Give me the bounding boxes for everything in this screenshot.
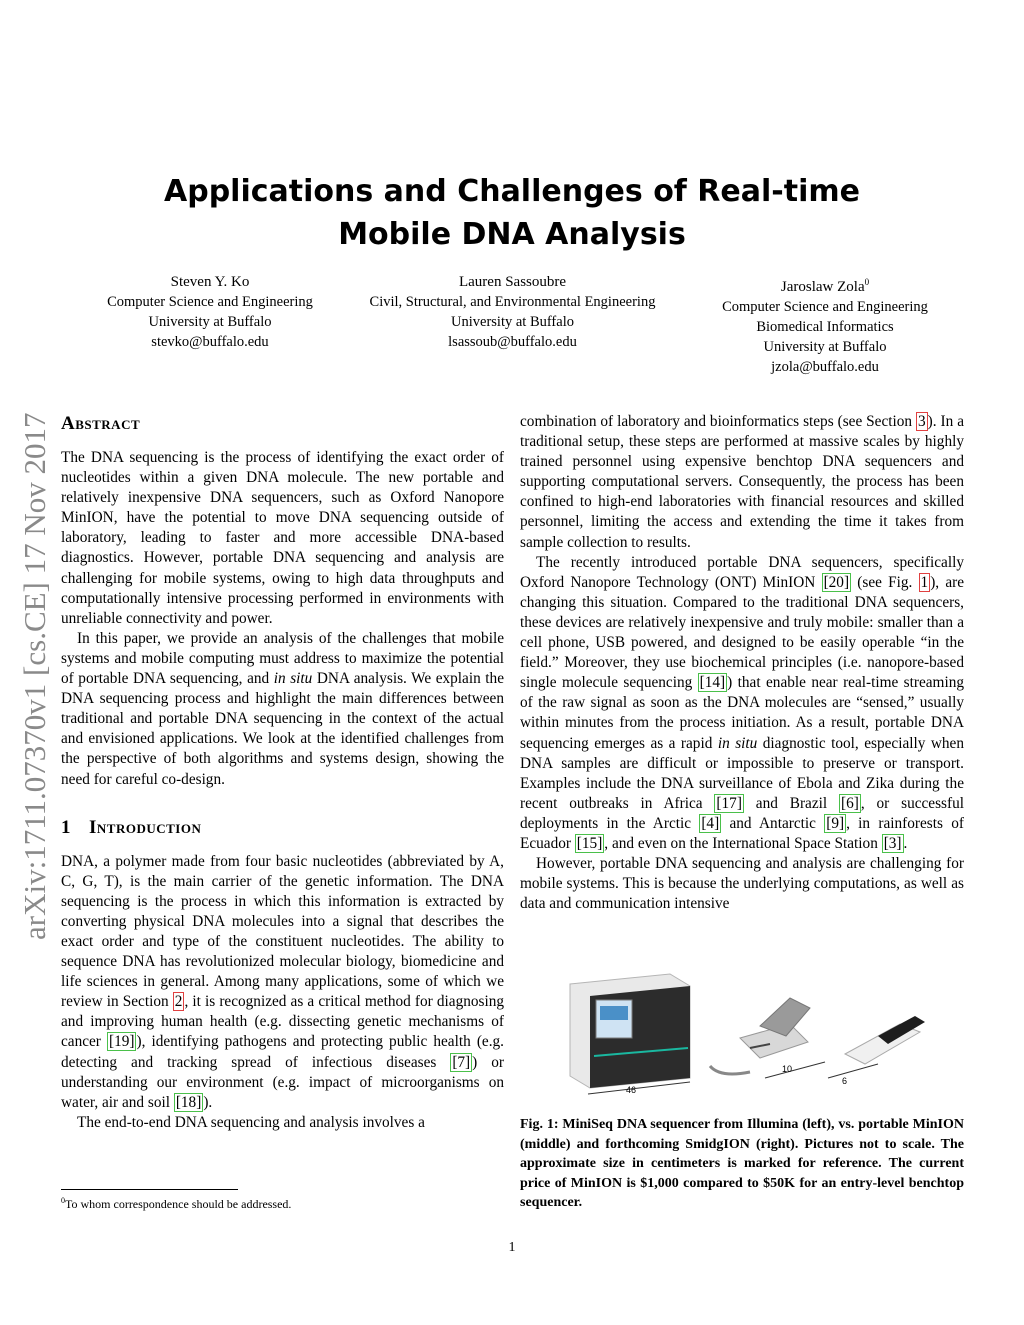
citation-3[interactable]: [3]: [883, 834, 902, 852]
author-1: [60, 272, 360, 352]
author-name: Steven Y. Ko: [170, 274, 250, 290]
citation-20[interactable]: [20]: [823, 573, 850, 591]
intro-paragraph-2: The end-to-end DNA sequencing and analysis involves a: [77, 1113, 425, 1131]
right-paragraph-1: combination of laboratory and bioinformatics steps (see Section 3 ). In a traditional setup, these steps are performed at massive scales by highly trained personnel using expensive benchtop DNA sequencers and supporting computational servers. Consequently, the process has been confined to high-end laboratories with financial resources and skilled personnel, limiting the access and extending the time it takes from sample collection to results.: [520, 413, 964, 551]
citation-4[interactable]: [4]: [701, 814, 720, 832]
footnote: $^0$To whom correspondence should be addressed.: [61, 1196, 292, 1211]
author-univ: University at Buffalo: [148, 314, 272, 330]
author-univ: University at Buffalo: [763, 339, 887, 355]
title-line-1: Applications and Challenges of Real-time: [164, 174, 860, 209]
citation-18[interactable]: [18]: [175, 1093, 202, 1111]
intro-heading: 1 Introduction: [61, 816, 202, 838]
arxiv-stamp: arXiv:1711.07370v1 [cs.CE] 17 Nov 2017: [17, 412, 52, 940]
title-line-2: Mobile DNA Analysis: [338, 217, 686, 252]
author-dept: Computer Science and Engineering: [722, 299, 928, 315]
paper-title: [120, 170, 904, 256]
author-dept-2: Biomedical Informatics: [756, 319, 894, 335]
author-email: stevko@buffalo.edu: [151, 334, 269, 350]
author-email: jzola@buffalo.edu: [771, 359, 879, 375]
citation-7[interactable]: [7]: [452, 1053, 471, 1071]
citation-19[interactable]: [19]: [108, 1033, 135, 1051]
figure-1-devices: [560, 966, 930, 1096]
smidgion-device-illustration: [828, 1016, 925, 1086]
citation-17[interactable]: [17]: [716, 794, 742, 812]
author-dept: Computer Science and Engineering: [107, 294, 313, 310]
right-paragraph-2: The recently introduced portable DNA sequencers, specifically Oxford Nanopore Technology (ONT) MinION [20] (see Fig. 1 ), are changing this situation. Compared to the traditional DNA sequencers, these devices are relatively inexpensive and truly mobile: smaller than a cell phone, USB powered, and designed to be easily operable “in the field.” Moreover, they use biochemical principles (i.e. nanopore-based single molecule sequencing [14] ) that enable near real-time streaming of the raw signal as soon as the DNA molecules are “sensed,” usually within minutes from the process initiation. As a result, portable DNA sequencing emerges as a rapid in situ diagnostic tool, especially when DNA samples are difficult or impossible to preserve or transport. Examples include the DNA surveillance of Ebola and Zika during the recent outbreaks in Africa [17] and Brazil [6] , or successful deployments in the Arctic [4] and Antarctic [9] , in rainforests of Ecuador [15] , and even on the International Space Station [3] .: [520, 553, 965, 852]
figure-ref-1[interactable]: 1: [920, 573, 929, 591]
author-block: [60, 272, 965, 382]
minion-device-illustration: [710, 998, 825, 1078]
footnote-divider: [61, 1189, 238, 1190]
footnote-marker: 0: [61, 1196, 65, 1205]
right-paragraph-3: However, portable DNA sequencing and analysis are challenging for mobile systems. This is because the underlying computations, as well as data and communication intensive: [520, 855, 964, 913]
intro-paragraph-1: DNA, a polymer made from four basic nucleotides (abbreviated by A, C, G, T), is the main carrier of the genetic information. The DNA sequencing is the process in which this information is extracted by converting physical DNA molecules into a signal that describes the exact order and type of the constituent nucleotides. The ability to sequence DNA has revolutionized molecular biology, biomedicine and life sciences in general. Among many applications, some of which we review in Section 2 , it is recognized as a critical method for diagnosing and improving human health (e.g. dissecting genetic mechanisms of cancer [19] ), identifying pathogens and protecting public health (e.g. detecting and tracking spread of infectious diseases [7] ) or understanding our environment (e.g. impact of microorganisms on water, air and soil [18] ).: [61, 852, 505, 1111]
abstract-paragraph-1: The DNA sequencing is the process of identifying the exact order of nucleotides within a given DNA molecule. The new portable and relatively inexpensive DNA sequencers, such as Oxford Nanopore MinION, have the potential to move DNA sequencing outside of laboratory, leading to faster and more accessible DNA-based diagnostics. However, portable DNA sequencing and analysis are challenging for mobile systems, owing to high data throughputs and computationally intensive processing performed in environments with unreliable connectivity and power.: [61, 449, 504, 627]
author-sup: 0: [864, 277, 870, 287]
size-label-10: 10: [782, 1064, 793, 1074]
citation-15[interactable]: [15]: [576, 834, 603, 852]
author-email: lsassoub@buffalo.edu: [448, 334, 577, 350]
author-name: Lauren Sassoubre: [458, 274, 567, 290]
right-column: [520, 412, 964, 914]
author-dept: Civil, Structural, and Environmental Engineering: [369, 294, 656, 310]
abstract-paragraph-2: In this paper, we provide an analysis of the challenges that mobile systems and mobile computing must address to maximize the potential of portable DNA sequencing, and in situ DNA analysis. We explain the DNA sequencing process and highlight the main differences between traditional and portable DNA sequencing in the context of the actual and envisioned applications. We look at the identified challenges from the perspective of both algorithms and systems design, showing the need for careful co-design.: [61, 629, 504, 788]
author-3: [685, 272, 965, 377]
author-2: [355, 272, 670, 352]
citation-14[interactable]: [14]: [699, 674, 726, 692]
figure-1-caption: Fig. 1: MiniSeq DNA sequencer from Illumina (left), vs. portable MinION (middle) and forthcoming SmidgION (right). Pictures not to scale. The approximate size in centimeters is marked for reference. The current price of MinION is $1,000 compared to $50K for an entry-level benchtop sequencer.: [520, 1117, 964, 1210]
page-number: 1: [508, 1240, 516, 1255]
abstract-heading: Abstract: [61, 413, 141, 434]
left-column: [61, 412, 504, 1133]
miniseq-device-illustration: [570, 974, 690, 1095]
author-name: Jaroslaw Zola$^0$: [780, 277, 870, 295]
section-ref-3[interactable]: 3: [918, 413, 926, 430]
size-label-46: 46: [626, 1085, 637, 1095]
size-label-6: 6: [842, 1076, 848, 1086]
author-univ: University at Buffalo: [451, 314, 574, 330]
citation-6[interactable]: [6]: [840, 794, 859, 812]
section-ref-2[interactable]: 2: [174, 993, 183, 1011]
citation-9[interactable]: [9]: [826, 814, 845, 832]
